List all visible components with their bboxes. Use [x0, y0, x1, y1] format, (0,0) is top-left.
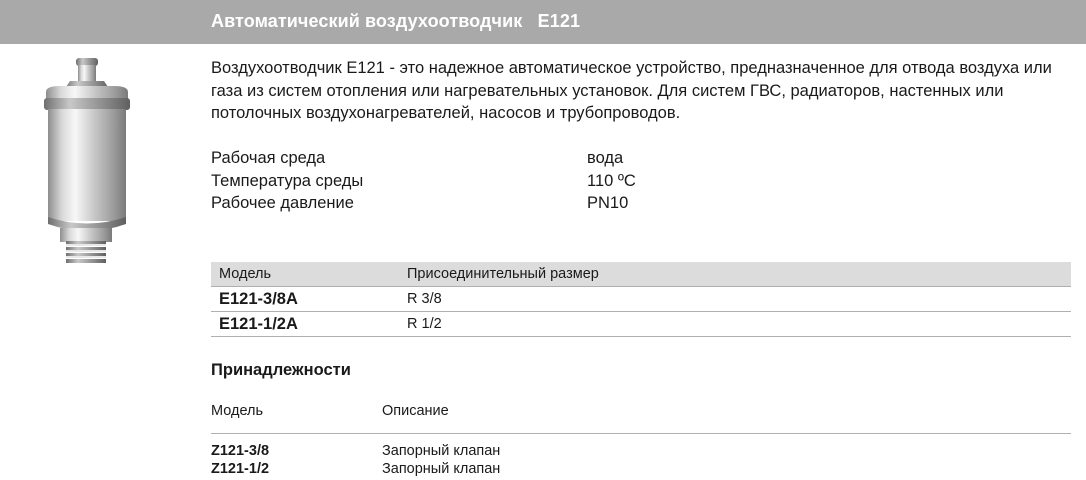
spec-value: PN10: [587, 194, 629, 212]
spec-label: Температура среды: [211, 171, 364, 190]
accessories-table: [211, 401, 1071, 478]
spec-value: 110 ºC: [587, 171, 636, 190]
model-code: E121-1/2A: [219, 315, 298, 333]
list-item: [211, 442, 1071, 460]
spec-value: вода: [587, 149, 624, 167]
model-code: E121-3/8A: [219, 290, 298, 308]
spec-row: [211, 147, 624, 170]
spec-label: Рабочее давление: [211, 194, 354, 212]
air-vent-valve-icon: [30, 52, 170, 272]
page-title: Автоматический воздухоотводчик E121: [211, 11, 581, 31]
accessories-heading: Принадлежности: [211, 361, 351, 379]
accessories-table-header: [211, 401, 1071, 434]
table-row: [211, 312, 1071, 337]
product-description: Воздухоотводчик E121 - это надежное автоматическое устройство, предназначенное для отвода воздуха или газа из систем отопления или нагревательных установок. Для систем ГВС, радиаторов, настенных или потолочных воздухонагревателей, насосов и трубопроводов.: [211, 59, 1052, 122]
models-table: [211, 262, 1071, 337]
spec-row: [211, 170, 636, 193]
accessory-code: Z121-3/8: [211, 443, 270, 459]
accessory-description: Запорный клапан: [382, 461, 501, 477]
header-bar: [0, 0, 1086, 44]
connection-size: R 3/8: [407, 291, 442, 307]
column-header-connection-size: Присоединительный размер: [407, 266, 599, 282]
table-row: [211, 287, 1071, 312]
accessory-description: Запорный клапан: [382, 443, 501, 459]
column-header-model: Модель: [211, 403, 264, 419]
column-header-model: Модель: [219, 266, 272, 282]
connection-size: R 1/2: [407, 316, 442, 332]
models-table-header: [211, 262, 1071, 287]
column-header-description: Описание: [382, 403, 449, 419]
spec-list: [211, 147, 636, 215]
list-item: [211, 460, 1071, 478]
spec-label: Рабочая среда: [211, 149, 326, 167]
accessory-code: Z121-1/2: [211, 461, 270, 477]
spec-row: [211, 192, 629, 215]
